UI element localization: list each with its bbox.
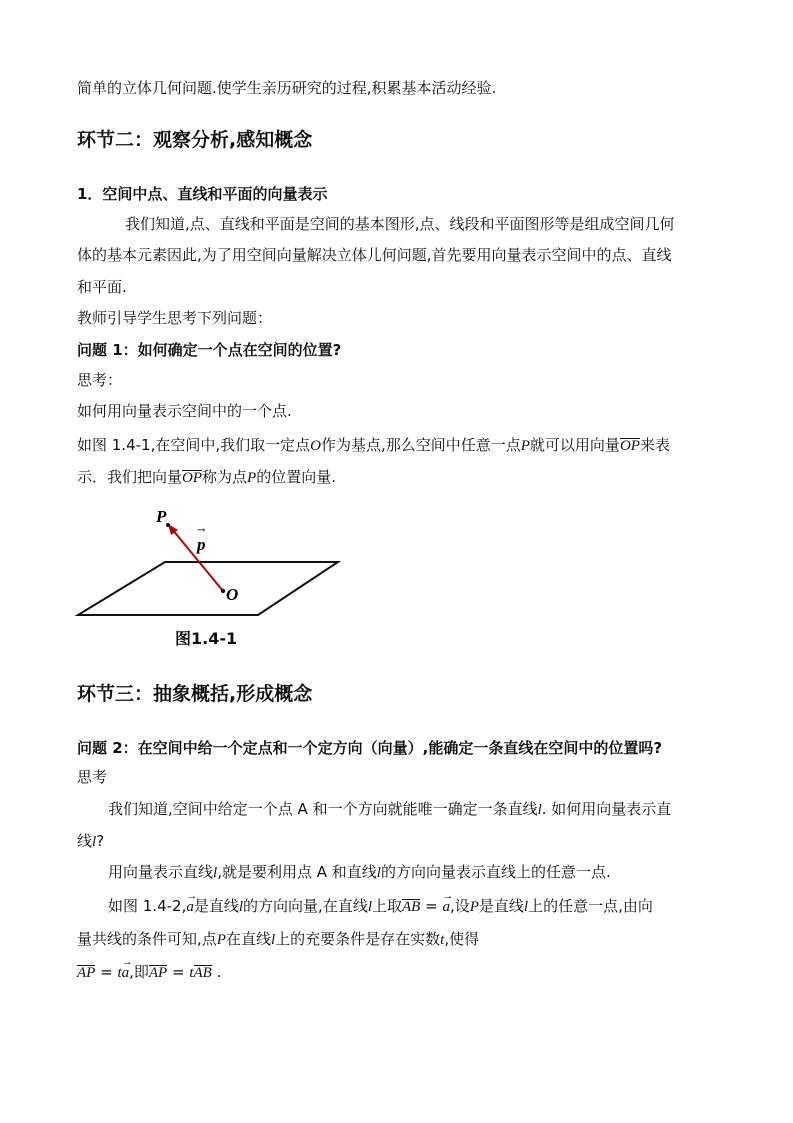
label-P: P — [156, 507, 167, 526]
para2-line2 — [77, 467, 336, 488]
label-O: O — [226, 585, 239, 604]
var-l: l — [376, 865, 381, 881]
var-l: l — [523, 899, 529, 915]
text: ,就是要利用点 A 和直线 — [217, 863, 377, 881]
text: 上的充要条件是存在实数 — [275, 930, 441, 948]
text: 如图 1.4-2, — [108, 897, 187, 915]
var-l: l — [92, 834, 97, 850]
text: ,使得 — [444, 930, 480, 948]
text: 上取 — [372, 897, 403, 915]
text: 上的任意一点,由向 — [528, 897, 653, 915]
text: 是直线 — [193, 897, 239, 915]
text: 就可以用向量 — [529, 436, 620, 454]
think1-label: 思考： — [77, 371, 123, 389]
subsection1-heading: 1．空间中点、直线和平面的向量表示 — [77, 185, 328, 203]
label-p: p — [197, 535, 206, 554]
vector-a: → a — [442, 897, 450, 917]
para5-line2 — [77, 929, 479, 950]
point-O — [221, 589, 225, 593]
para2-line1 — [77, 435, 670, 456]
text: ? — [96, 832, 105, 850]
vector-AP: AP — [77, 965, 96, 981]
para5-line1 — [108, 896, 653, 917]
text: 量共线的条件可知,点 — [77, 930, 217, 948]
var-P: P — [469, 899, 479, 915]
text: 在直线 — [225, 930, 271, 948]
text: 的方向向量,在直线 — [243, 897, 368, 915]
para1-line3: 和平面. — [77, 278, 127, 296]
var-t: t — [440, 932, 445, 948]
vector-OP: OP — [182, 470, 203, 486]
equals: = — [167, 963, 190, 981]
var-l: l — [537, 802, 542, 818]
plane-parallelogram — [78, 562, 338, 615]
text: 是直线 — [478, 897, 524, 915]
para4-line — [108, 862, 611, 883]
text: 用向量表示直线 — [108, 863, 214, 881]
how-point-line: 如何用向量表示空间中的一个点. — [77, 402, 292, 420]
text: 线 — [77, 832, 93, 850]
think2-label: 思考 — [77, 768, 108, 786]
para1-line2: 体的基本元素因此,为了用空间向量解决立体儿何问题,首先要用向量表示空间中的点、直线 — [77, 246, 672, 264]
vector-a: → a — [122, 963, 130, 983]
vector-OP: OP — [619, 438, 640, 454]
var-l: l — [270, 932, 276, 948]
question2: 问题 2：在空间中给一个定点和一个定方向（向量）,能确定一条直线在空间中的位置吗? — [77, 739, 663, 757]
var-t: t — [189, 965, 194, 981]
equals: = — [420, 897, 443, 915]
var-P: P — [216, 932, 226, 948]
point-P — [166, 523, 170, 527]
figure1-caption: 图1.4-1 — [175, 629, 238, 648]
formula-line — [77, 962, 221, 983]
para1-line1: 我们知道,点、直线和平面是空间的基本图形,点、线段和平面图形等是组成空间几何 — [125, 215, 675, 233]
section2-heading: 环节二：观察分析,感知概念 — [77, 129, 313, 151]
text: 来表 — [639, 436, 670, 454]
intro-line: 简单的立体几何问题.使学生亲历研究的过程,积累基本活动经验. — [77, 79, 497, 97]
text: 如图 1.4-1,在空间中,我们取一定点 — [77, 436, 311, 454]
var-P: P — [520, 438, 530, 454]
question1: 问题 1：如何确定一个点在空间的位置? — [77, 341, 342, 359]
var-l: l — [213, 865, 218, 881]
text: ,设 — [449, 897, 470, 915]
var-P: P — [247, 470, 257, 486]
var-t: t — [117, 965, 122, 981]
var-l: l — [367, 899, 372, 915]
text: . — [211, 963, 222, 981]
teacher-guide: 教师引导学生思考下列问题： — [77, 309, 273, 327]
text: . 如何用向量表示直 — [541, 800, 672, 818]
var-l: l — [238, 899, 244, 915]
vector-AB: AB — [193, 965, 212, 981]
text: 示．我们把向量 — [77, 468, 183, 486]
text: 的方向向量表示直线上的任意一点. — [380, 863, 611, 881]
text: 作为基点,那么空间中任意一点 — [320, 436, 521, 454]
vector-a: → a — [186, 897, 194, 917]
text: 我们知道,空间中给定一个点 A 和一个方向就能唯一确定一条直线 — [108, 800, 538, 818]
text: ,即 — [129, 963, 149, 981]
text: 称为点 — [202, 468, 248, 486]
section3-heading: 环节三：抽象概括,形成概念 — [77, 683, 313, 705]
equals: = — [95, 963, 118, 981]
text: 的位置向量. — [256, 468, 336, 486]
var-O: O — [310, 438, 321, 454]
vector-AP: AP — [148, 965, 168, 981]
label-p-arrow: → — [197, 525, 206, 536]
vector-AB: AB — [402, 899, 421, 915]
para3-line1 — [108, 799, 671, 820]
para3-line2 — [77, 831, 104, 852]
